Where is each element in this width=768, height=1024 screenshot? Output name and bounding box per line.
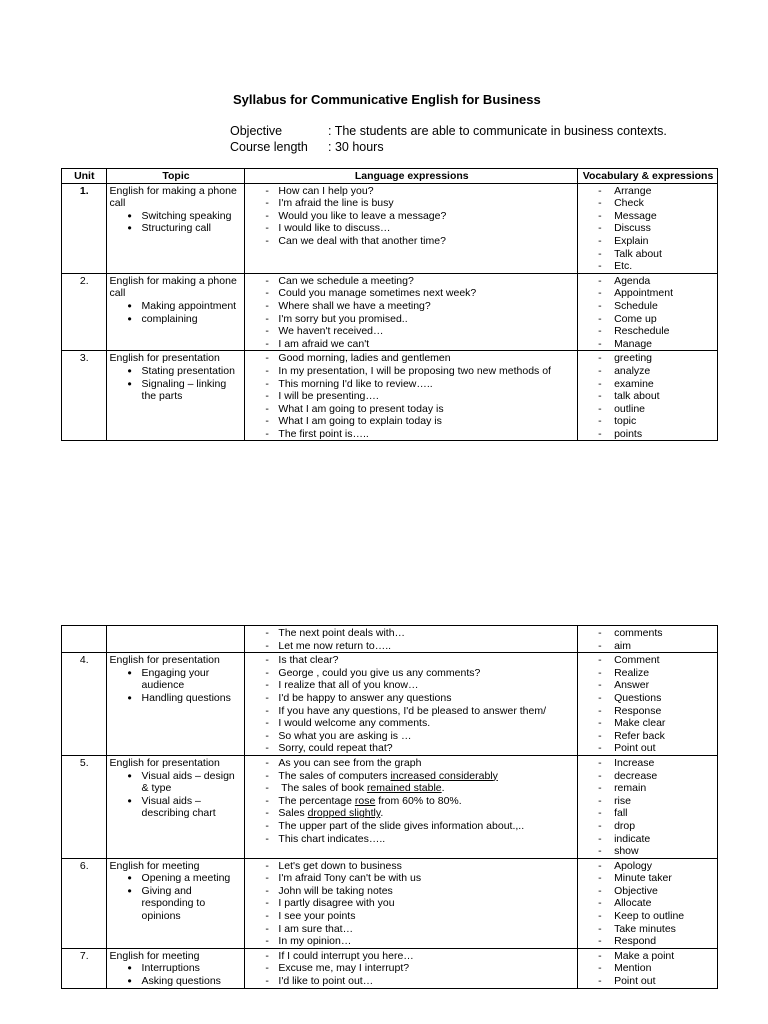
vocab-cell [578, 755, 718, 858]
language-expression: - I am sure that… [248, 923, 575, 936]
vocab-item: - Respond [581, 935, 715, 948]
vocab-item: - Increase [581, 757, 715, 770]
vocab-item: - Reschedule [581, 325, 715, 338]
vocab-item: - outline [581, 403, 715, 416]
language-expression [248, 782, 575, 795]
language-expression: - So what you are asking is … [248, 730, 575, 743]
vocab-item: - Objective [581, 885, 715, 898]
vocab-cell [578, 653, 718, 756]
topic-title: English for making a phone call [109, 274, 237, 300]
language-expression: - This morning I'd like to review….. [248, 378, 575, 391]
language-cell [245, 351, 578, 441]
language-expression: - Where shall we have a meeting? [248, 300, 575, 313]
topic-cell [106, 273, 245, 351]
topic-point: • Switching speaking [110, 210, 243, 223]
table-row [62, 626, 718, 653]
language-expression: - The first point is….. [248, 428, 575, 441]
topic-cell [106, 351, 245, 441]
language-expression: - What I am going to explain today is [248, 415, 575, 428]
language-expression: - I'd like to point out… [248, 975, 575, 988]
vocab-item: - comments [581, 627, 715, 640]
language-expression: - Let's get down to business [248, 860, 575, 873]
topic-point: • Interruptions [110, 962, 243, 975]
language-cell [245, 948, 578, 988]
topic-cell [106, 858, 245, 948]
language-expression: - Could you manage sometimes next week? [248, 287, 575, 300]
course-length-value: : 30 hours [328, 140, 384, 154]
language-expression: - What I am going to present today is [248, 403, 575, 416]
topic-cell [106, 653, 245, 756]
language-cell [245, 183, 578, 273]
vocab-item: - fall [581, 807, 715, 820]
header-vocab: Vocabulary & expressions [578, 169, 718, 184]
vocab-item: - Arrange [581, 185, 715, 198]
page-title: Syllabus for Communicative English for Business [233, 92, 541, 107]
vocab-item: - Take minutes [581, 923, 715, 936]
language-expression: - John will be taking notes [248, 885, 575, 898]
topic-point: • Structuring call [110, 222, 243, 235]
language-expression: - We haven't received… [248, 325, 575, 338]
vocab-item: - points [581, 428, 715, 441]
language-expression: - I am afraid we can't [248, 338, 575, 351]
language-cell [245, 858, 578, 948]
table-row [62, 948, 718, 988]
expression-text: Sales [278, 807, 308, 820]
language-expression: - How can I help you? [248, 185, 575, 198]
expression-text: This chart indicates….. [278, 832, 386, 845]
language-cell [245, 755, 578, 858]
topic-point: • Giving and responding to opinions [110, 885, 243, 923]
vocab-item: - drop [581, 820, 715, 833]
vocab-cell [578, 351, 718, 441]
header-unit: Unit [62, 169, 107, 184]
topic-title: English for presentation [109, 654, 220, 667]
topic-title: English for presentation [109, 352, 220, 365]
language-expression: - I would welcome any comments. [248, 717, 575, 730]
topic-cell [106, 183, 245, 273]
vocab-item: - examine [581, 378, 715, 391]
language-expression: - I'd be happy to answer any questions [248, 692, 575, 705]
vocab-cell [578, 273, 718, 351]
table-header-row [62, 169, 718, 184]
unit-cell: 5. [62, 755, 107, 858]
language-cell [245, 653, 578, 756]
objective-value: : The students are able to communicate in business contexts. [328, 124, 667, 138]
language-expression: - I partly disagree with you [248, 897, 575, 910]
language-expression: - George , could you give us any comments? [248, 667, 575, 680]
topic-title: English for presentation [109, 756, 220, 769]
unit-cell: 6. [62, 858, 107, 948]
topic-title: English for making a phone call [109, 184, 237, 210]
unit-cell: 2. [62, 273, 107, 351]
vocab-item: - Make clear [581, 717, 715, 730]
vocab-item: - Discuss [581, 222, 715, 235]
language-cell [245, 626, 578, 653]
language-expression: - Good morning, ladies and gentlemen [248, 352, 575, 365]
expression-text: As you can see from the graph [278, 756, 422, 769]
language-expression: - In my opinion… [248, 935, 575, 948]
vocab-item: - Make a point [581, 950, 715, 963]
unit-cell: 3. [62, 351, 107, 441]
language-expression: - I will be presenting…. [248, 390, 575, 403]
vocab-item: - Keep to outline [581, 910, 715, 923]
table-row [62, 653, 718, 756]
topic-title: English for meeting [109, 859, 200, 872]
language-expression: - Can we schedule a meeting? [248, 275, 575, 288]
vocab-item: - Manage [581, 338, 715, 351]
course-length-line [230, 140, 384, 154]
vocab-item: - aim [581, 640, 715, 653]
language-expression: - If you have any questions, I'd be pleased to answer them/ [248, 705, 575, 718]
expression-text: The percentage [278, 794, 355, 807]
vocab-cell [578, 858, 718, 948]
vocab-item: - Refer back [581, 730, 715, 743]
vocab-cell [578, 183, 718, 273]
table-row [62, 273, 718, 351]
vocab-cell [578, 626, 718, 653]
vocab-item: - Questions [581, 692, 715, 705]
vocab-item: - Come up [581, 313, 715, 326]
language-expression: - Can we deal with that another time? [248, 235, 575, 248]
language-expression: - Is that clear? [248, 654, 575, 667]
unit-cell: 1. [62, 183, 107, 273]
language-expression [248, 795, 575, 808]
expression-text: . [380, 807, 384, 820]
vocab-item: - Message [581, 210, 715, 223]
vocab-item: - Response [581, 705, 715, 718]
language-expression: - Let me now return to….. [248, 640, 575, 653]
expression-text: The sales of book [278, 782, 367, 795]
topic-cell [106, 626, 245, 653]
topic-point: • Handling questions [110, 692, 243, 705]
expression-underlined: increased considerably [390, 769, 498, 782]
language-expression [248, 757, 575, 770]
vocab-item: - Appointment [581, 287, 715, 300]
table-row [62, 755, 718, 858]
expression-text: . [441, 782, 445, 795]
vocab-item: - Realize [581, 667, 715, 680]
language-expression: - I see your points [248, 910, 575, 923]
vocab-item: - show [581, 845, 715, 858]
topic-cell [106, 755, 245, 858]
language-expression: - Sorry, could repeat that? [248, 742, 575, 755]
language-expression: - I'm afraid the line is busy [248, 197, 575, 210]
vocab-item: - rise [581, 795, 715, 808]
language-expression: - The next point deals with… [248, 627, 575, 640]
topic-point: • Stating presentation [110, 365, 243, 378]
vocab-item: - Check [581, 197, 715, 210]
language-expression [248, 833, 575, 846]
topic-point: • Opening a meeting [110, 872, 243, 885]
topic-cell [106, 948, 245, 988]
unit-cell: 7. [62, 948, 107, 988]
unit-cell: 4. [62, 653, 107, 756]
expression-underlined: remained stable [366, 782, 442, 795]
table-row [62, 858, 718, 948]
topic-title: English for meeting [109, 949, 200, 962]
expression-text: The sales of computers [278, 769, 391, 782]
vocab-item: - Apology [581, 860, 715, 873]
unit-cell [62, 626, 107, 653]
vocab-item: - Agenda [581, 275, 715, 288]
vocab-item: - Schedule [581, 300, 715, 313]
topic-point: • Asking questions [110, 975, 243, 988]
language-expression: - I realize that all of you know… [248, 679, 575, 692]
topic-point: • Visual aids – describing chart [110, 795, 243, 820]
vocab-item: - Minute taker [581, 872, 715, 885]
vocab-item: - indicate [581, 833, 715, 846]
syllabus-table-1 [61, 168, 718, 441]
vocab-item: - topic [581, 415, 715, 428]
vocab-item: - analyze [581, 365, 715, 378]
course-length-label: Course length [230, 140, 308, 154]
expression-underlined: dropped slightly [307, 807, 381, 820]
language-expression [248, 820, 575, 833]
vocab-item: - Explain [581, 235, 715, 248]
objective-line [230, 124, 667, 138]
header-language: Language expressions [245, 169, 578, 184]
language-expression: - I would like to discuss… [248, 222, 575, 235]
vocab-item: - Allocate [581, 897, 715, 910]
syllabus-table-2 [61, 625, 718, 989]
vocab-item: - greeting [581, 352, 715, 365]
language-expression: - If I could interrupt you here… [248, 950, 575, 963]
expression-text: The upper part of the slide gives information about.,.. [278, 819, 525, 832]
topic-point: • Signaling – linking the parts [110, 378, 243, 403]
header-topic: Topic [106, 169, 245, 184]
language-expression: - In my presentation, I will be proposing two new methods of [248, 365, 575, 378]
language-cell [245, 273, 578, 351]
language-expression [248, 807, 575, 820]
topic-point: • complaining [110, 313, 243, 326]
vocab-item: - Comment [581, 654, 715, 667]
expression-text: from 60% to 80%. [375, 794, 462, 807]
vocab-item: - decrease [581, 770, 715, 783]
vocab-item: - Point out [581, 975, 715, 988]
vocab-item: - remain [581, 782, 715, 795]
language-expression: - I'm afraid Tony can't be with us [248, 872, 575, 885]
language-expression [248, 770, 575, 783]
topic-point: • Engaging your audience [110, 667, 243, 692]
expression-underlined: rose [354, 794, 376, 807]
vocab-item: - Point out [581, 742, 715, 755]
vocab-item: - Answer [581, 679, 715, 692]
table-row [62, 351, 718, 441]
topic-point: • Visual aids – design & type [110, 770, 243, 795]
vocab-item: - Mention [581, 962, 715, 975]
table-row [62, 183, 718, 273]
vocab-cell [578, 948, 718, 988]
language-expression: - I'm sorry but you promised.. [248, 313, 575, 326]
vocab-item: - talk about [581, 390, 715, 403]
topic-point: • Making appointment [110, 300, 243, 313]
vocab-item: - Etc. [581, 260, 715, 273]
vocab-item: - Talk about [581, 248, 715, 261]
language-expression: - Would you like to leave a message? [248, 210, 575, 223]
language-expression: - Excuse me, may I interrupt? [248, 962, 575, 975]
objective-label: Objective [230, 124, 283, 138]
